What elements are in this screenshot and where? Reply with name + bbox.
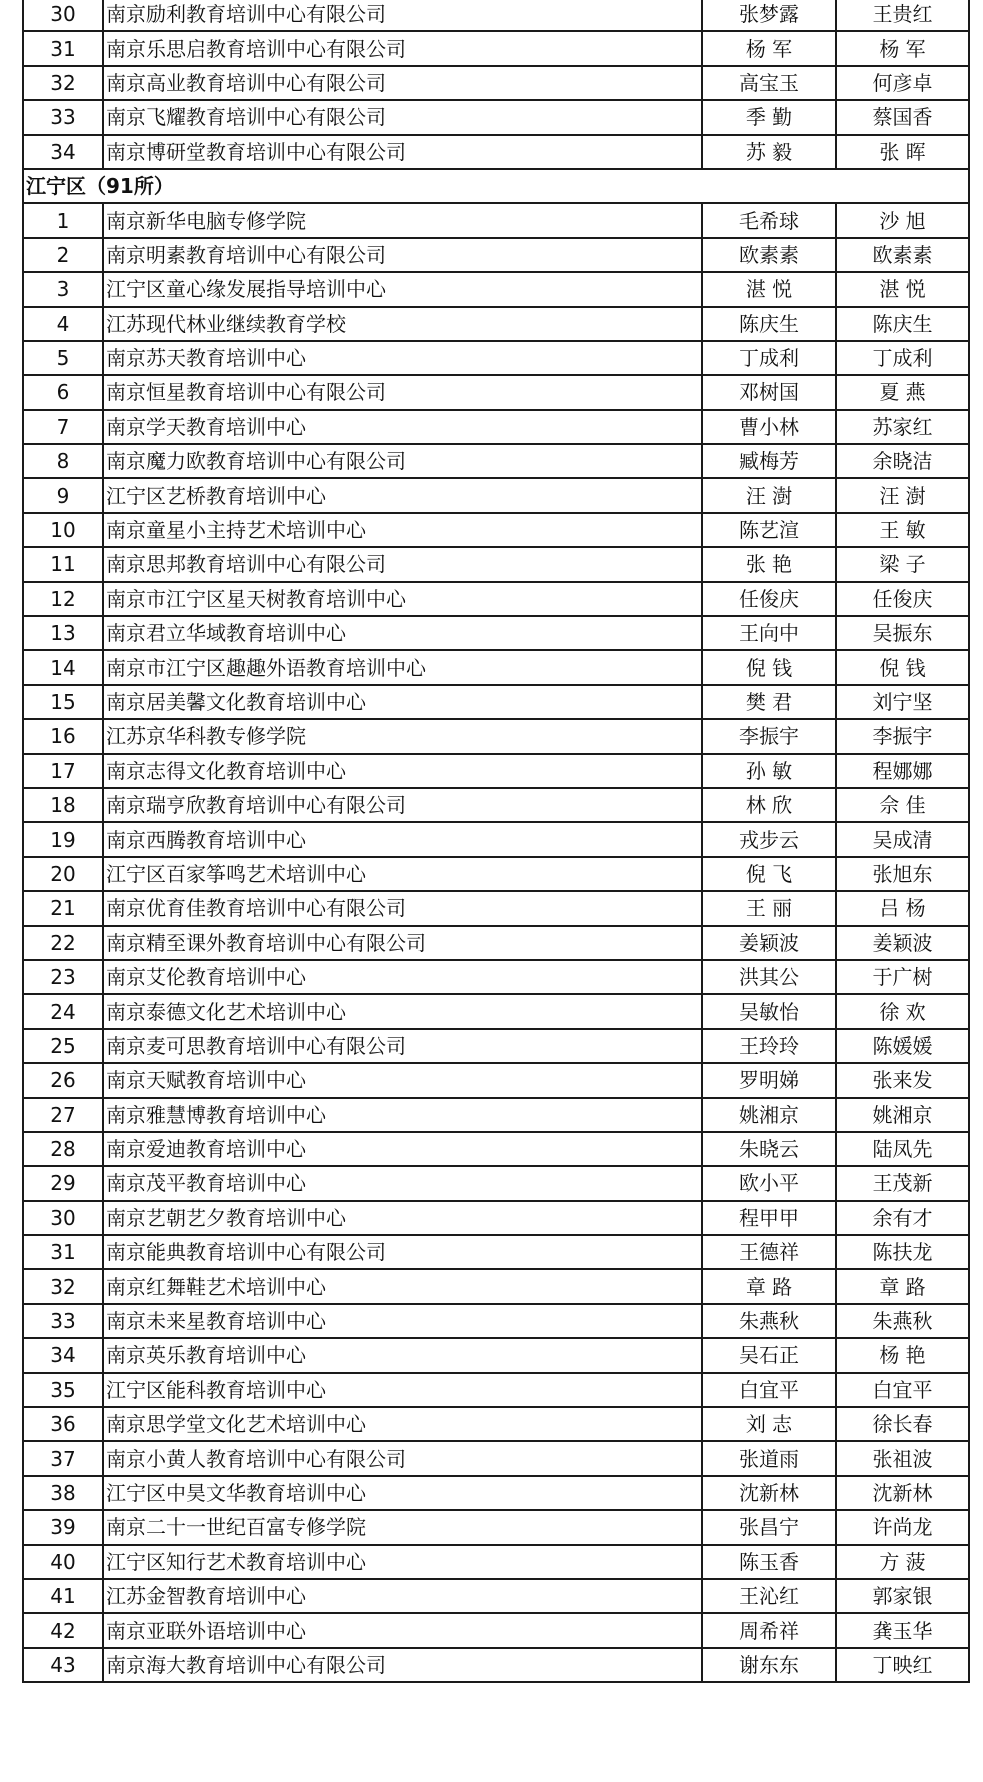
table-row bbox=[23, 1098, 969, 1132]
table-row bbox=[23, 616, 969, 650]
principal-cell: 陈扶龙 bbox=[836, 1235, 969, 1269]
row-number-cell: 29 bbox=[23, 1166, 103, 1200]
legal-representative-cell: 曹小林 bbox=[702, 410, 836, 444]
institution-name-cell: 南京飞耀教育培训中心有限公司 bbox=[103, 100, 702, 134]
institution-name-cell: 南京魔力欧教育培训中心有限公司 bbox=[103, 444, 702, 478]
legal-representative-cell: 季 勤 bbox=[702, 100, 836, 134]
institution-name-cell: 南京未来星教育培训中心 bbox=[103, 1304, 702, 1338]
table-row bbox=[23, 582, 969, 616]
row-number-cell: 4 bbox=[23, 307, 103, 341]
row-number-cell: 23 bbox=[23, 960, 103, 994]
row-number-cell: 31 bbox=[23, 1235, 103, 1269]
institution-name-cell: 江苏京华科教专修学院 bbox=[103, 719, 702, 753]
legal-representative-cell: 高宝玉 bbox=[702, 66, 836, 100]
legal-representative-cell: 吴石正 bbox=[702, 1338, 836, 1372]
institution-name-cell: 南京新华电脑专修学院 bbox=[103, 203, 702, 237]
institution-name-cell: 南京精至课外教育培训中心有限公司 bbox=[103, 926, 702, 960]
principal-cell: 王 敏 bbox=[836, 513, 969, 547]
table-row bbox=[23, 1407, 969, 1441]
table-row bbox=[23, 754, 969, 788]
institution-name-cell: 南京亚联外语培训中心 bbox=[103, 1613, 702, 1647]
principal-cell: 沈新林 bbox=[836, 1476, 969, 1510]
legal-representative-cell: 邓树国 bbox=[702, 375, 836, 409]
principal-cell: 余有才 bbox=[836, 1201, 969, 1235]
row-number-cell: 5 bbox=[23, 341, 103, 375]
institution-name-cell: 南京天赋教育培训中心 bbox=[103, 1063, 702, 1097]
principal-cell: 佘 佳 bbox=[836, 788, 969, 822]
institution-name-cell: 南京明素教育培训中心有限公司 bbox=[103, 238, 702, 272]
legal-representative-cell: 王沁红 bbox=[702, 1579, 836, 1613]
table-row bbox=[23, 410, 969, 444]
institution-name-cell: 南京优育佳教育培训中心有限公司 bbox=[103, 891, 702, 925]
row-number-cell: 34 bbox=[23, 1338, 103, 1372]
principal-cell: 朱燕秋 bbox=[836, 1304, 969, 1338]
row-number-cell: 13 bbox=[23, 616, 103, 650]
row-number-cell: 16 bbox=[23, 719, 103, 753]
row-number-cell: 1 bbox=[23, 203, 103, 237]
principal-cell: 王贵红 bbox=[836, 0, 969, 31]
row-number-cell: 22 bbox=[23, 926, 103, 960]
institution-name-cell: 南京爱迪教育培训中心 bbox=[103, 1132, 702, 1166]
principal-cell: 姚湘京 bbox=[836, 1098, 969, 1132]
legal-representative-cell: 林 欣 bbox=[702, 788, 836, 822]
table-row bbox=[23, 822, 969, 856]
row-number-cell: 43 bbox=[23, 1648, 103, 1682]
row-number-cell: 19 bbox=[23, 822, 103, 856]
table-row bbox=[23, 1235, 969, 1269]
table-row bbox=[23, 135, 969, 169]
row-number-cell: 8 bbox=[23, 444, 103, 478]
row-number-cell: 32 bbox=[23, 66, 103, 100]
institution-name-cell: 南京麦可思教育培训中心有限公司 bbox=[103, 1029, 702, 1063]
principal-cell: 陈媛媛 bbox=[836, 1029, 969, 1063]
institution-name-cell: 南京市江宁区星天树教育培训中心 bbox=[103, 582, 702, 616]
legal-representative-cell: 姜颖波 bbox=[702, 926, 836, 960]
legal-representative-cell: 汪 澍 bbox=[702, 478, 836, 512]
legal-representative-cell: 刘 志 bbox=[702, 1407, 836, 1441]
institution-name-cell: 江宁区艺桥教育培训中心 bbox=[103, 478, 702, 512]
institution-name-cell: 南京高业教育培训中心有限公司 bbox=[103, 66, 702, 100]
legal-representative-cell: 沈新林 bbox=[702, 1476, 836, 1510]
legal-representative-cell: 倪 钱 bbox=[702, 650, 836, 684]
institution-name-cell: 南京博研堂教育培训中心有限公司 bbox=[103, 135, 702, 169]
row-number-cell: 26 bbox=[23, 1063, 103, 1097]
principal-cell: 李振宇 bbox=[836, 719, 969, 753]
table-row bbox=[23, 1648, 969, 1682]
legal-representative-cell: 王玲玲 bbox=[702, 1029, 836, 1063]
legal-representative-cell: 陈玉香 bbox=[702, 1545, 836, 1579]
institution-name-cell: 南京艾伦教育培训中心 bbox=[103, 960, 702, 994]
row-number-cell: 21 bbox=[23, 891, 103, 925]
table-row bbox=[23, 66, 969, 100]
institution-name-cell: 南京雅慧博教育培训中心 bbox=[103, 1098, 702, 1132]
principal-cell: 湛 悦 bbox=[836, 272, 969, 306]
table-row bbox=[23, 238, 969, 272]
institution-name-cell: 江苏现代林业继续教育学校 bbox=[103, 307, 702, 341]
legal-representative-cell: 朱燕秋 bbox=[702, 1304, 836, 1338]
legal-representative-cell: 朱晓云 bbox=[702, 1132, 836, 1166]
row-number-cell: 38 bbox=[23, 1476, 103, 1510]
row-number-cell: 33 bbox=[23, 1304, 103, 1338]
table-row bbox=[23, 1441, 969, 1475]
principal-cell: 杨 军 bbox=[836, 31, 969, 65]
table-row bbox=[23, 1166, 969, 1200]
principal-cell: 郭家银 bbox=[836, 1579, 969, 1613]
table-row bbox=[23, 1063, 969, 1097]
principal-cell: 杨 艳 bbox=[836, 1338, 969, 1372]
row-number-cell: 18 bbox=[23, 788, 103, 822]
row-number-cell: 9 bbox=[23, 478, 103, 512]
principal-cell: 陆凤先 bbox=[836, 1132, 969, 1166]
principal-cell: 张旭东 bbox=[836, 857, 969, 891]
row-number-cell: 34 bbox=[23, 135, 103, 169]
institution-name-cell: 南京思学堂文化艺术培训中心 bbox=[103, 1407, 702, 1441]
institution-name-cell: 南京小黄人教育培训中心有限公司 bbox=[103, 1441, 702, 1475]
row-number-cell: 36 bbox=[23, 1407, 103, 1441]
row-number-cell: 14 bbox=[23, 650, 103, 684]
table-row bbox=[23, 685, 969, 719]
row-number-cell: 25 bbox=[23, 1029, 103, 1063]
principal-cell: 欧素素 bbox=[836, 238, 969, 272]
institution-name-cell: 南京茂平教育培训中心 bbox=[103, 1166, 702, 1200]
principal-cell: 吴成清 bbox=[836, 822, 969, 856]
institution-name-cell: 南京能典教育培训中心有限公司 bbox=[103, 1235, 702, 1269]
principal-cell: 龚玉华 bbox=[836, 1613, 969, 1647]
table-row bbox=[23, 0, 969, 31]
table-row bbox=[23, 1132, 969, 1166]
institution-name-cell: 南京艺朝艺夕教育培训中心 bbox=[103, 1201, 702, 1235]
principal-cell: 许尚龙 bbox=[836, 1510, 969, 1544]
legal-representative-cell: 周希祥 bbox=[702, 1613, 836, 1647]
row-number-cell: 15 bbox=[23, 685, 103, 719]
principal-cell: 刘宁坚 bbox=[836, 685, 969, 719]
institution-name-cell: 南京海大教育培训中心有限公司 bbox=[103, 1648, 702, 1682]
principal-cell: 于广树 bbox=[836, 960, 969, 994]
table-row bbox=[23, 650, 969, 684]
row-number-cell: 37 bbox=[23, 1441, 103, 1475]
legal-representative-cell: 张 艳 bbox=[702, 547, 836, 581]
principal-cell: 任俊庆 bbox=[836, 582, 969, 616]
principal-cell: 方 菠 bbox=[836, 1545, 969, 1579]
legal-representative-cell: 姚湘京 bbox=[702, 1098, 836, 1132]
institution-name-cell: 南京红舞鞋艺术培训中心 bbox=[103, 1269, 702, 1303]
table-row bbox=[23, 478, 969, 512]
legal-representative-cell: 谢东东 bbox=[702, 1648, 836, 1682]
table-row bbox=[23, 1029, 969, 1063]
table-row bbox=[23, 1545, 969, 1579]
principal-cell: 梁 子 bbox=[836, 547, 969, 581]
principal-cell: 陈庆生 bbox=[836, 307, 969, 341]
legal-representative-cell: 戎步云 bbox=[702, 822, 836, 856]
institution-name-cell: 南京泰德文化艺术培训中心 bbox=[103, 994, 702, 1028]
legal-representative-cell: 陈庆生 bbox=[702, 307, 836, 341]
table-row bbox=[23, 960, 969, 994]
district-section-title: 江宁区（91所） bbox=[23, 169, 969, 203]
table-row bbox=[23, 994, 969, 1028]
legal-representative-cell: 苏 毅 bbox=[702, 135, 836, 169]
institution-name-cell: 南京童星小主持艺术培训中心 bbox=[103, 513, 702, 547]
institution-name-cell: 南京苏天教育培训中心 bbox=[103, 341, 702, 375]
principal-cell: 余晓洁 bbox=[836, 444, 969, 478]
principal-cell: 吴振东 bbox=[836, 616, 969, 650]
institution-name-cell: 江宁区中昊文华教育培训中心 bbox=[103, 1476, 702, 1510]
table-row bbox=[23, 1201, 969, 1235]
institution-name-cell: 南京英乐教育培训中心 bbox=[103, 1338, 702, 1372]
row-number-cell: 24 bbox=[23, 994, 103, 1028]
principal-cell: 张 晖 bbox=[836, 135, 969, 169]
table-row bbox=[23, 788, 969, 822]
row-number-cell: 41 bbox=[23, 1579, 103, 1613]
institution-name-cell: 江宁区百家筝鸣艺术培训中心 bbox=[103, 857, 702, 891]
table-row bbox=[23, 1338, 969, 1372]
legal-representative-cell: 李振宇 bbox=[702, 719, 836, 753]
row-number-cell: 32 bbox=[23, 1269, 103, 1303]
legal-representative-cell: 王德祥 bbox=[702, 1235, 836, 1269]
row-number-cell: 35 bbox=[23, 1373, 103, 1407]
row-number-cell: 30 bbox=[23, 1201, 103, 1235]
legal-representative-cell: 洪其公 bbox=[702, 960, 836, 994]
row-number-cell: 3 bbox=[23, 272, 103, 306]
row-number-cell: 39 bbox=[23, 1510, 103, 1544]
row-number-cell: 7 bbox=[23, 410, 103, 444]
legal-representative-cell: 任俊庆 bbox=[702, 582, 836, 616]
row-number-cell: 6 bbox=[23, 375, 103, 409]
legal-representative-cell: 吴敏怡 bbox=[702, 994, 836, 1028]
row-number-cell: 20 bbox=[23, 857, 103, 891]
table-row bbox=[23, 1373, 969, 1407]
legal-representative-cell: 樊 君 bbox=[702, 685, 836, 719]
table-row bbox=[23, 1579, 969, 1613]
table-row bbox=[23, 1269, 969, 1303]
row-number-cell: 40 bbox=[23, 1545, 103, 1579]
principal-cell: 张祖波 bbox=[836, 1441, 969, 1475]
institution-name-cell: 南京瑞亨欣教育培训中心有限公司 bbox=[103, 788, 702, 822]
principal-cell: 汪 澍 bbox=[836, 478, 969, 512]
row-number-cell: 12 bbox=[23, 582, 103, 616]
row-number-cell: 31 bbox=[23, 31, 103, 65]
legal-representative-cell: 王 丽 bbox=[702, 891, 836, 925]
row-number-cell: 28 bbox=[23, 1132, 103, 1166]
row-number-cell: 11 bbox=[23, 547, 103, 581]
legal-representative-cell: 陈艺渲 bbox=[702, 513, 836, 547]
legal-representative-cell: 丁成利 bbox=[702, 341, 836, 375]
row-number-cell: 2 bbox=[23, 238, 103, 272]
institution-name-cell: 南京居美馨文化教育培训中心 bbox=[103, 685, 702, 719]
institution-name-cell: 南京励利教育培训中心有限公司 bbox=[103, 0, 702, 31]
table-row bbox=[23, 1510, 969, 1544]
institution-name-cell: 南京市江宁区趣趣外语教育培训中心 bbox=[103, 650, 702, 684]
district-section-header bbox=[23, 169, 969, 203]
row-number-cell: 27 bbox=[23, 1098, 103, 1132]
principal-cell: 丁映红 bbox=[836, 1648, 969, 1682]
institution-name-cell: 南京君立华域教育培训中心 bbox=[103, 616, 702, 650]
table-row bbox=[23, 444, 969, 478]
legal-representative-cell: 章 路 bbox=[702, 1269, 836, 1303]
principal-cell: 丁成利 bbox=[836, 341, 969, 375]
institution-name-cell: 南京思邦教育培训中心有限公司 bbox=[103, 547, 702, 581]
table-row bbox=[23, 1613, 969, 1647]
institution-name-cell: 南京学天教育培训中心 bbox=[103, 410, 702, 444]
principal-cell: 蔡国香 bbox=[836, 100, 969, 134]
table-row bbox=[23, 307, 969, 341]
table-row bbox=[23, 341, 969, 375]
legal-representative-cell: 张道雨 bbox=[702, 1441, 836, 1475]
legal-representative-cell: 罗明娣 bbox=[702, 1063, 836, 1097]
legal-representative-cell: 白宜平 bbox=[702, 1373, 836, 1407]
legal-representative-cell: 欧素素 bbox=[702, 238, 836, 272]
principal-cell: 程娜娜 bbox=[836, 754, 969, 788]
row-number-cell: 42 bbox=[23, 1613, 103, 1647]
legal-representative-cell: 倪 飞 bbox=[702, 857, 836, 891]
institution-name-cell: 南京恒星教育培训中心有限公司 bbox=[103, 375, 702, 409]
principal-cell: 徐 欢 bbox=[836, 994, 969, 1028]
table-row bbox=[23, 31, 969, 65]
table-body bbox=[23, 0, 969, 1682]
principal-cell: 倪 钱 bbox=[836, 650, 969, 684]
table-row bbox=[23, 891, 969, 925]
table-row bbox=[23, 926, 969, 960]
legal-representative-cell: 杨 军 bbox=[702, 31, 836, 65]
legal-representative-cell: 程甲甲 bbox=[702, 1201, 836, 1235]
legal-representative-cell: 王向中 bbox=[702, 616, 836, 650]
row-number-cell: 33 bbox=[23, 100, 103, 134]
institution-name-cell: 江宁区知行艺术教育培训中心 bbox=[103, 1545, 702, 1579]
legal-representative-cell: 张梦露 bbox=[702, 0, 836, 31]
table-row bbox=[23, 857, 969, 891]
institution-name-cell: 南京二十一世纪百富专修学院 bbox=[103, 1510, 702, 1544]
institution-name-cell: 南京志得文化教育培训中心 bbox=[103, 754, 702, 788]
principal-cell: 吕 杨 bbox=[836, 891, 969, 925]
principal-cell: 沙 旭 bbox=[836, 203, 969, 237]
table-row bbox=[23, 719, 969, 753]
table-row bbox=[23, 375, 969, 409]
institution-name-cell: 江苏金智教育培训中心 bbox=[103, 1579, 702, 1613]
table-row bbox=[23, 547, 969, 581]
principal-cell: 白宜平 bbox=[836, 1373, 969, 1407]
legal-representative-cell: 欧小平 bbox=[702, 1166, 836, 1200]
legal-representative-cell: 臧梅芳 bbox=[702, 444, 836, 478]
principal-cell: 张来发 bbox=[836, 1063, 969, 1097]
legal-representative-cell: 张昌宁 bbox=[702, 1510, 836, 1544]
table-row bbox=[23, 1304, 969, 1338]
institution-name-cell: 江宁区童心缘发展指导培训中心 bbox=[103, 272, 702, 306]
legal-representative-cell: 毛希球 bbox=[702, 203, 836, 237]
principal-cell: 徐长春 bbox=[836, 1407, 969, 1441]
principal-cell: 王茂新 bbox=[836, 1166, 969, 1200]
principal-cell: 姜颖波 bbox=[836, 926, 969, 960]
legal-representative-cell: 湛 悦 bbox=[702, 272, 836, 306]
institution-name-cell: 南京西腾教育培训中心 bbox=[103, 822, 702, 856]
principal-cell: 夏 燕 bbox=[836, 375, 969, 409]
row-number-cell: 10 bbox=[23, 513, 103, 547]
training-institutions-table bbox=[22, 0, 970, 1683]
institution-name-cell: 南京乐思启教育培训中心有限公司 bbox=[103, 31, 702, 65]
principal-cell: 何彦卓 bbox=[836, 66, 969, 100]
table-row bbox=[23, 272, 969, 306]
table-row bbox=[23, 513, 969, 547]
table-row bbox=[23, 203, 969, 237]
row-number-cell: 30 bbox=[23, 0, 103, 31]
institution-name-cell: 江宁区能科教育培训中心 bbox=[103, 1373, 702, 1407]
row-number-cell: 17 bbox=[23, 754, 103, 788]
principal-cell: 章 路 bbox=[836, 1269, 969, 1303]
legal-representative-cell: 孙 敏 bbox=[702, 754, 836, 788]
principal-cell: 苏家红 bbox=[836, 410, 969, 444]
table-row bbox=[23, 1476, 969, 1510]
table-row bbox=[23, 100, 969, 134]
